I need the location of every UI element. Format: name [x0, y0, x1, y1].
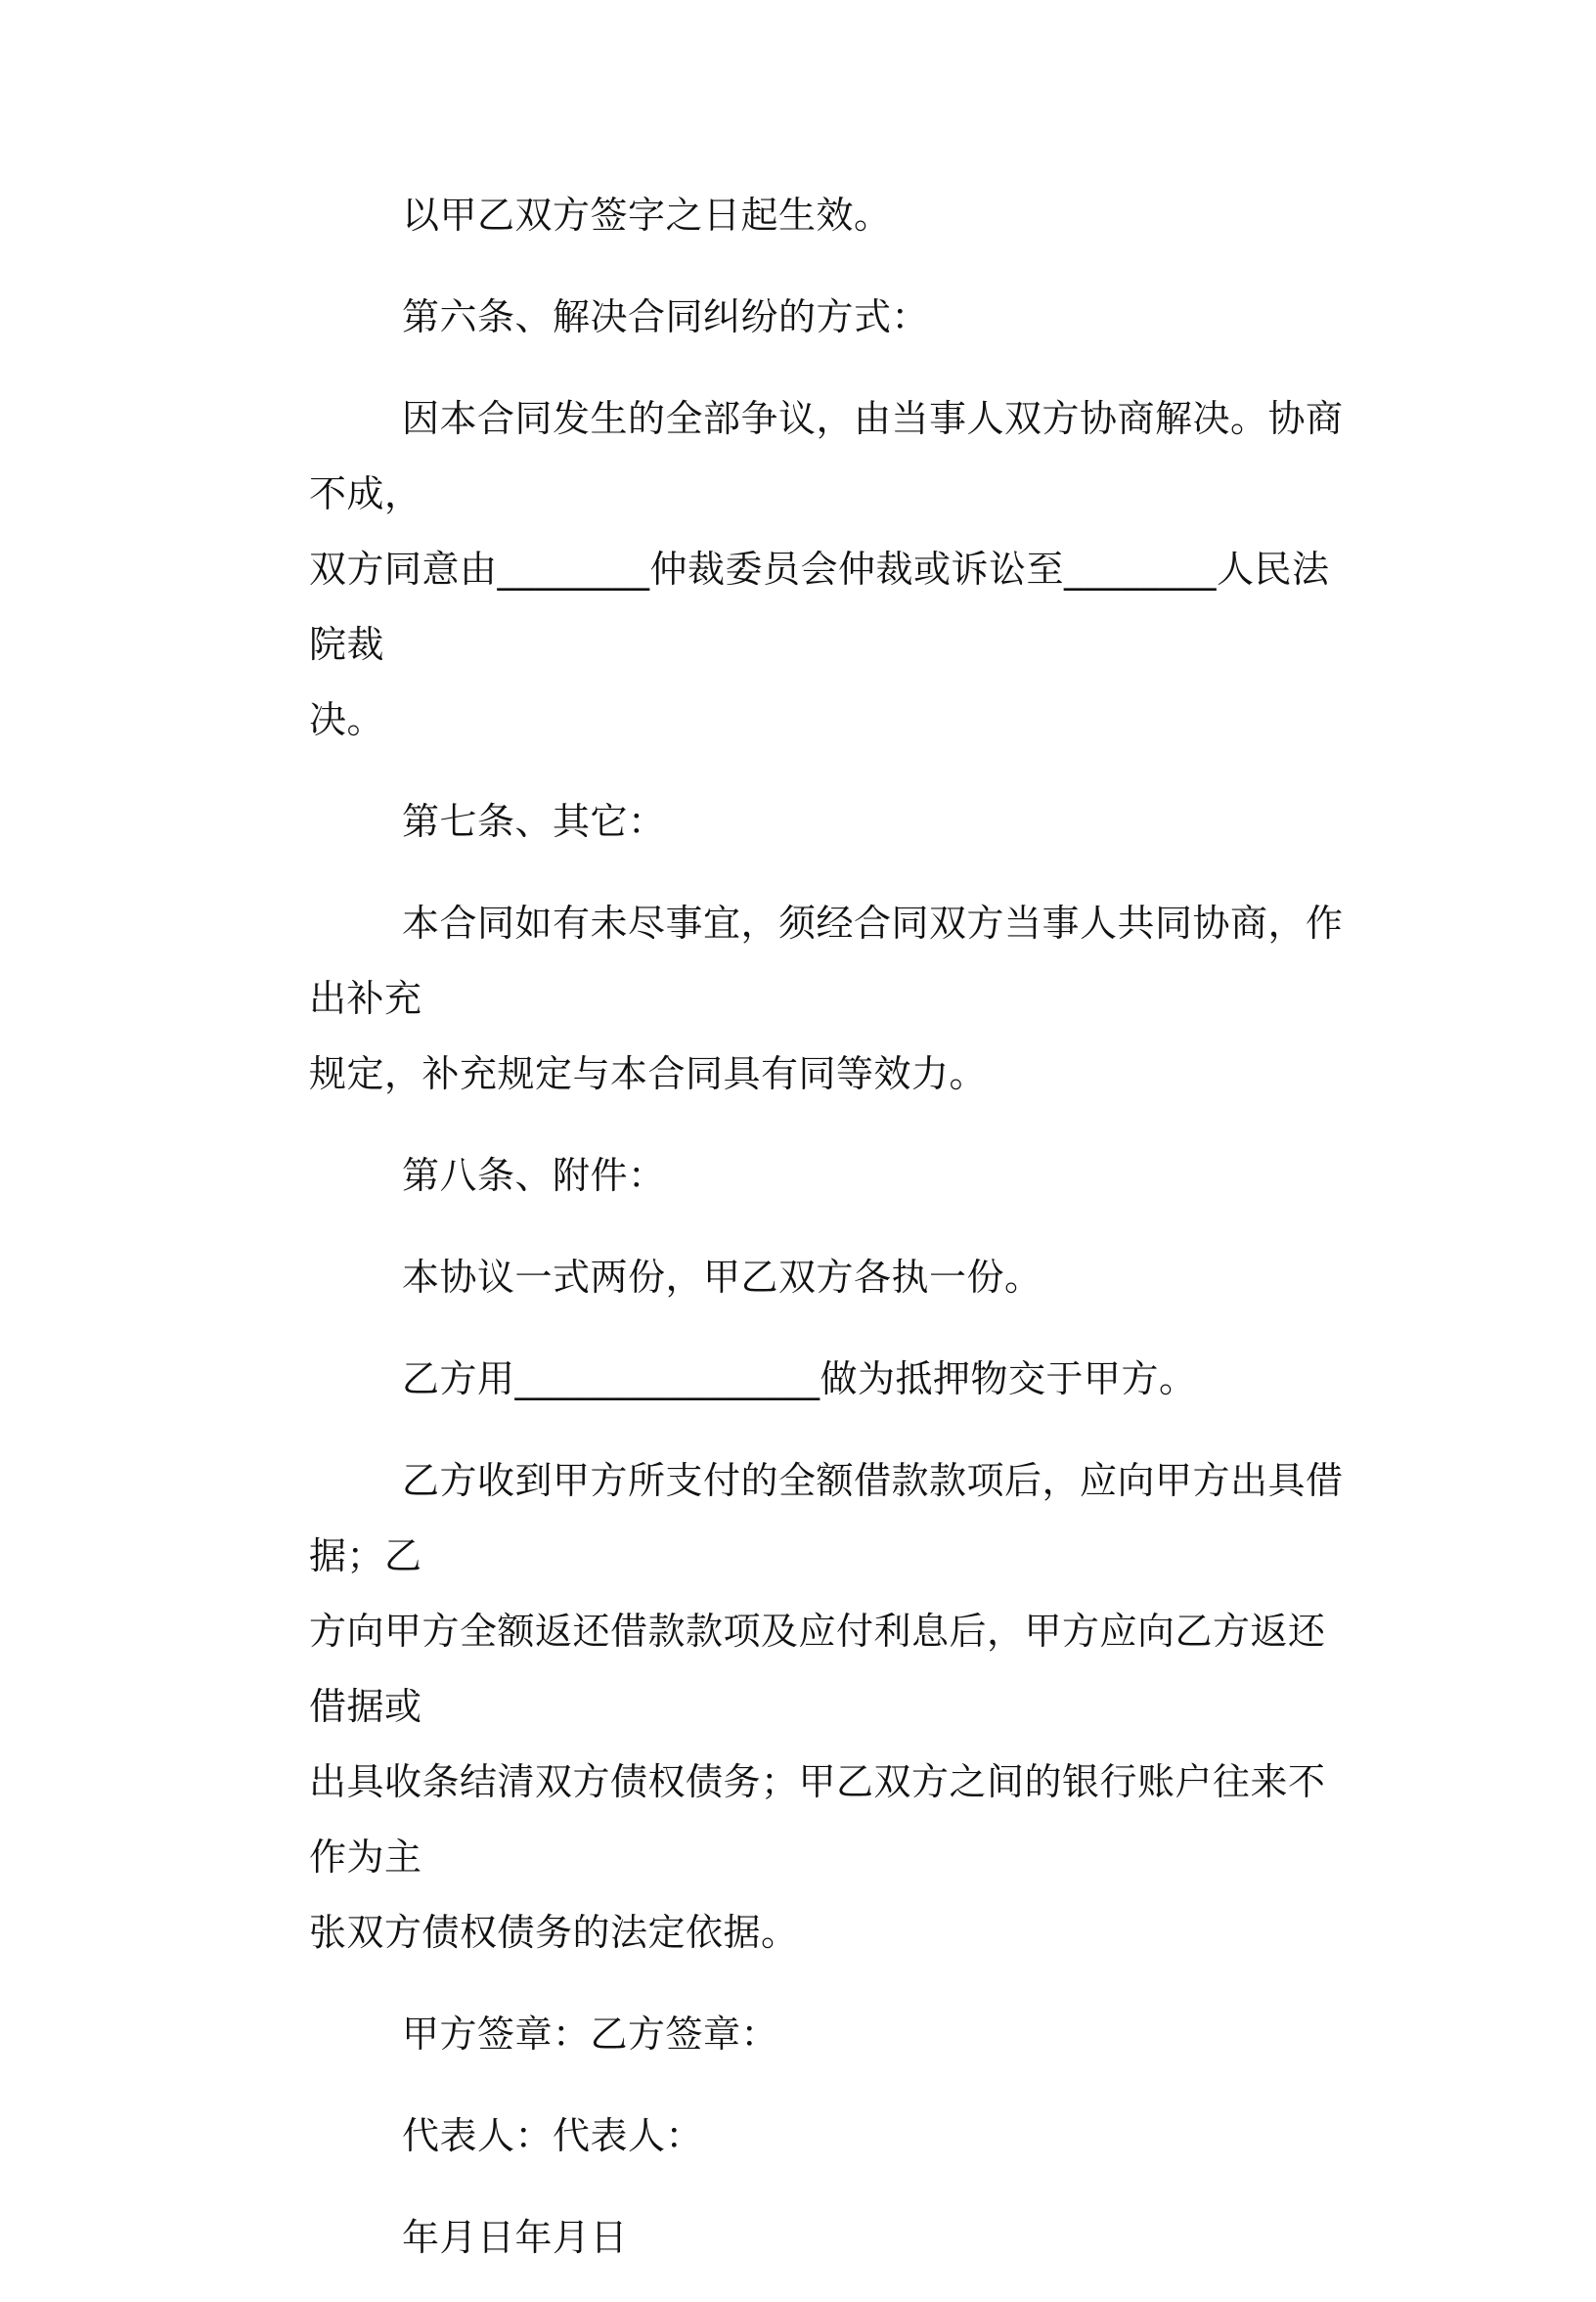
article-8-heading	[309, 1138, 1352, 1214]
text-line: 本协议一式两份，甲乙双方各执一份。	[402, 1256, 1042, 1299]
date-line	[309, 2200, 1352, 2276]
text-line: 第八条、附件：	[402, 1154, 666, 1197]
text-line: 决。	[309, 698, 385, 741]
text-line: 规定，补充规定与本合同具有同等效力。	[309, 1052, 988, 1095]
text-line: 乙方用________________做为抵押物交于甲方。	[402, 1357, 1197, 1400]
article-7-heading	[309, 784, 1352, 860]
document-body	[309, 178, 1352, 2302]
text-line: 出具收条结清双方债权债务；甲乙双方之间的银行账户往来不作为主	[309, 1760, 1326, 1879]
signature-line	[309, 1997, 1352, 2072]
text-line: 双方同意由________仲裁委员会仲裁或诉讼至________人民法院裁	[309, 548, 1330, 666]
text-line: 甲方签章：乙方签章：	[402, 2013, 779, 2056]
receipt-clause	[309, 1443, 1352, 1970]
article-7-body	[309, 886, 1352, 1112]
text-line: 第六条、解决合同纠纷的方式：	[402, 295, 930, 338]
copies-clause	[309, 1240, 1352, 1315]
representative-line	[309, 2099, 1352, 2174]
article-6-heading	[309, 280, 1352, 355]
text-line: 本合同如有未尽事宜，须经合同双方当事人共同协商，作出补充	[309, 902, 1344, 1020]
text-line: 张双方债权债务的法定依据。	[309, 1911, 799, 1954]
text-line: 因本合同发生的全部争议，由当事人双方协商解决。协商不成，	[309, 397, 1344, 515]
text-line: 代表人：代表人：	[402, 2114, 704, 2157]
text-line: 以甲乙双方签字之日起生效。	[402, 194, 892, 237]
text-line: 年月日年月日	[402, 2216, 629, 2259]
text-line: 第七条、其它：	[402, 800, 666, 843]
article-6-body	[309, 381, 1352, 758]
text-line: 乙方收到甲方所支付的全额借款款项后，应向甲方出具借据；乙	[309, 1459, 1344, 1577]
text-line: 方向甲方全额返还借款款项及应付利息后，甲方应向乙方返还借据或	[309, 1610, 1326, 1728]
collateral-clause	[309, 1342, 1352, 1417]
paragraph-effective-date	[309, 178, 1352, 253]
